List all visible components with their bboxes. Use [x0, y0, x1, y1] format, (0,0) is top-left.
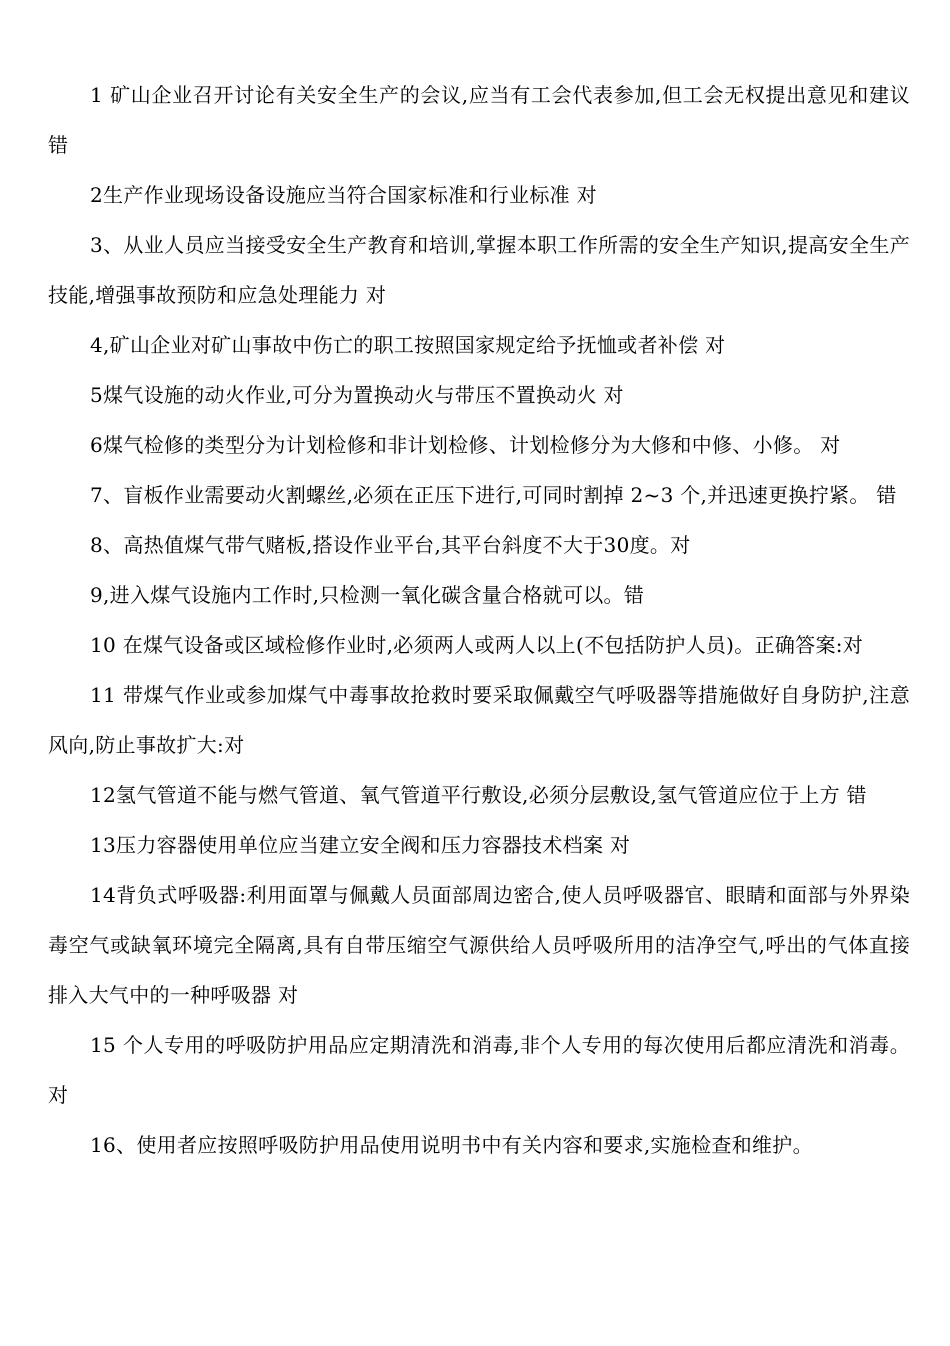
question-14: 14背负式呼吸器:利用面罩与佩戴人员面部周边密合,使人员呼吸器官、眼睛和面部与外界染毒空气或缺氧环境完全隔离,具有自带压缩空气源供给人员呼吸所用的洁净空气,呼出的气体直接排入大气中的一种呼吸器 对 — [48, 883, 910, 1007]
question-2: 2生产作业现场设备设施应当符合国家标准和行业标准 对 — [90, 183, 597, 207]
question-12: 12氢气管道不能与燃气管道、氧气管道平行敷设,必须分层敷设,氢气管道应位于上方 错 — [90, 783, 867, 807]
question-7: 7、盲板作业需要动火割螺丝,必须在正压下进行,可同时割掉 2~3 个,并迅速更换拧紧。 错 — [90, 483, 897, 507]
question-8: 8、高热值煤气带气赌板,搭设作业平台,其平台斜度不大于30度。对 — [90, 533, 691, 557]
document-page — [48, 70, 910, 1170]
question-9: 9,进入煤气设施内工作时,只检测一氧化碳含量合格就可以。错 — [90, 583, 645, 607]
question-4: 4,矿山企业对矿山事故中伤亡的职工按照国家规定给予抚恤或者补偿 对 — [90, 333, 726, 357]
question-11: 11 带煤气作业或参加煤气中毒事故抢救时要采取佩戴空气呼吸器等措施做好自身防护,注意风向,防止事故扩大:对 — [48, 683, 910, 757]
question-16: 16、使用者应按照呼吸防护用品使用说明书中有关内容和要求,实施检查和维护。 — [90, 1133, 813, 1157]
question-15: 15 个人专用的呼吸防护用品应定期清洗和消毒,非个人专用的每次使用后都应清洗和消毒。对 — [48, 1033, 910, 1107]
question-6: 6煤气检修的类型分为计划检修和非计划检修、计划检修分为大修和中修、小修。 对 — [90, 433, 841, 457]
question-13: 13压力容器使用单位应当建立安全阀和压力容器技术档案 对 — [90, 833, 631, 857]
question-1: 1 矿山企业召开讨论有关安全生产的会议,应当有工会代表参加,但工会无权提出意见和建议 错 — [48, 83, 910, 157]
question-10: 10 在煤气设备或区域检修作业时,必须两人或两人以上(不包括防护人员)。正确答案:对 — [90, 633, 864, 657]
question-5: 5煤气设施的动火作业,可分为置换动火与带压不置换动火 对 — [90, 383, 624, 407]
question-3: 3、从业人员应当接受安全生产教育和培训,掌握本职工作所需的安全生产知识,提高安全生产技能,增强事故预防和应急处理能力 对 — [48, 233, 910, 307]
